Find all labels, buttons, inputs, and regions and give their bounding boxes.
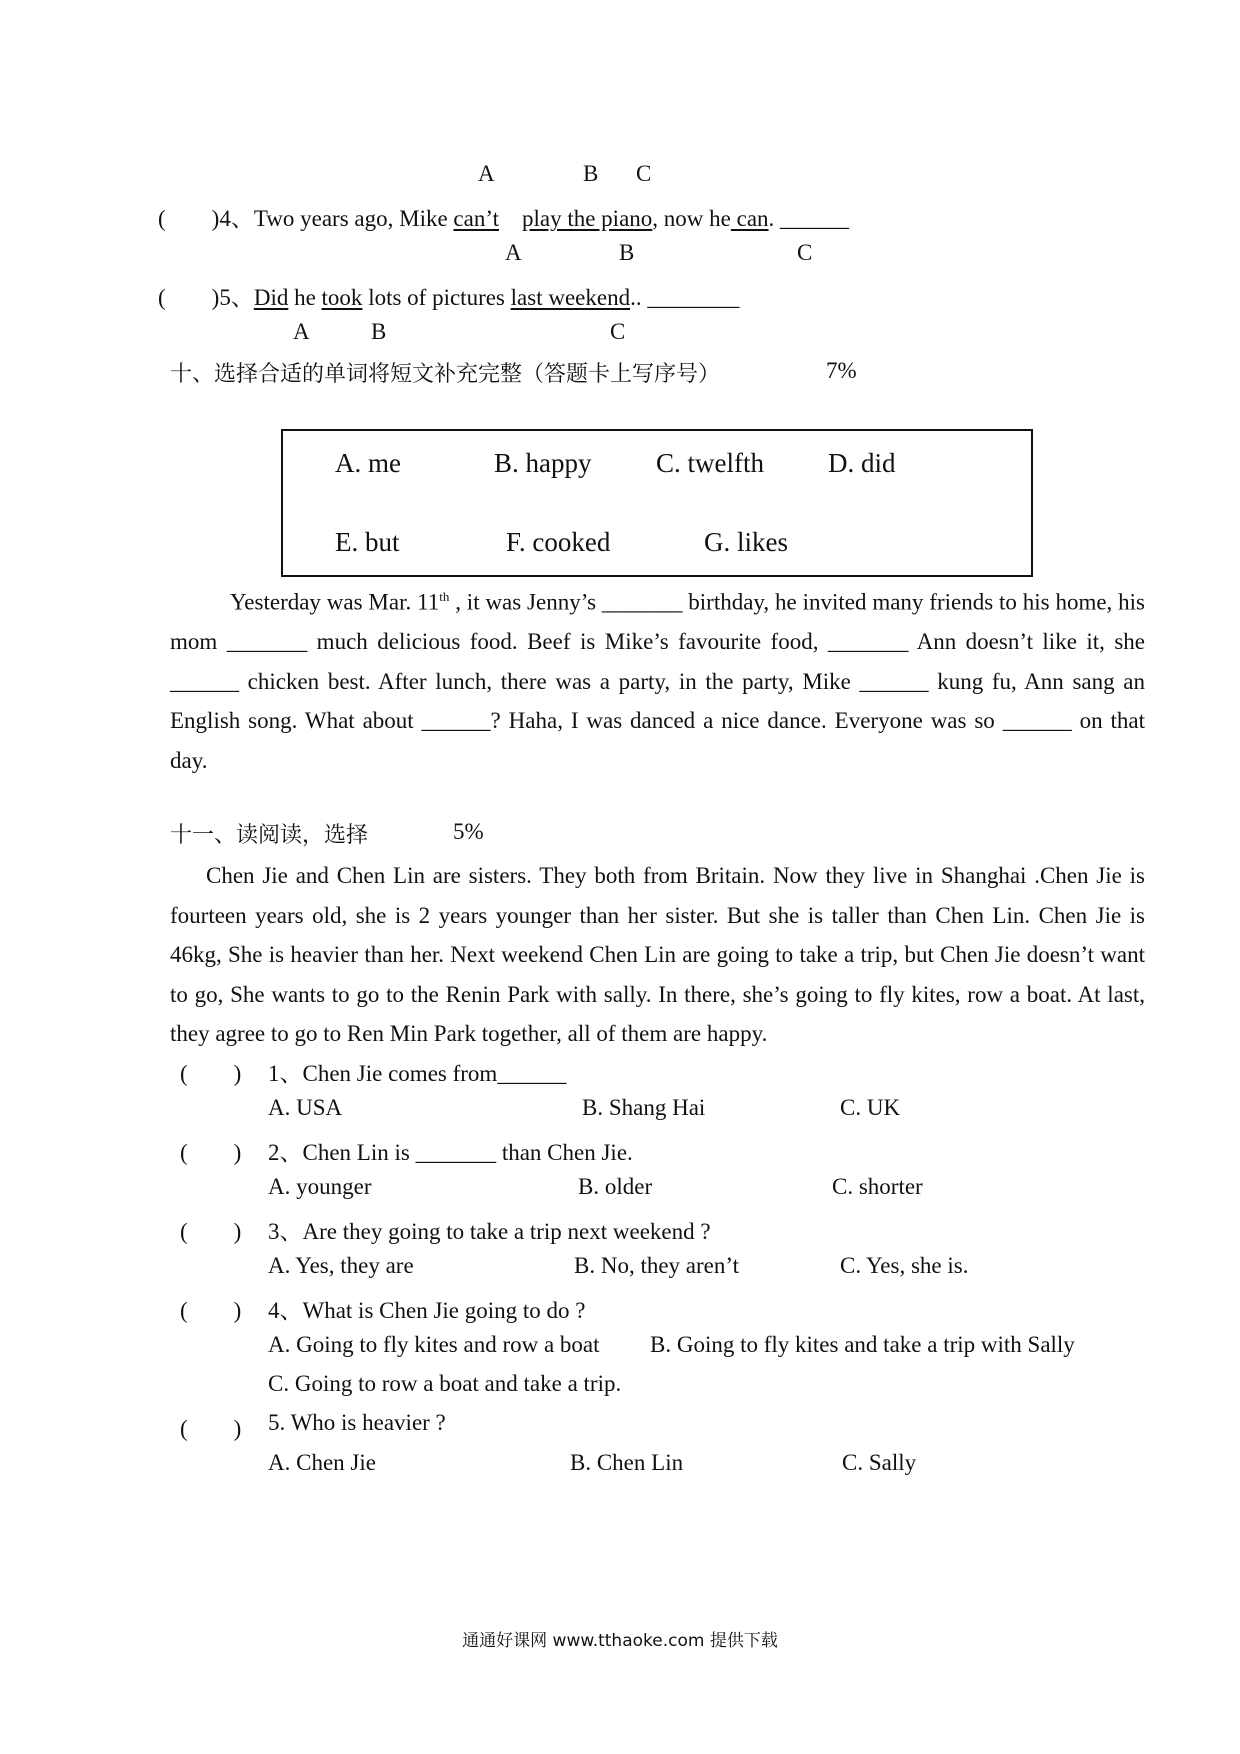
option-letter-b: B [583, 161, 599, 186]
question-text: 2、Chen Lin is _______ than Chen Jie. [268, 1140, 633, 1165]
answer-paren: ( ) [158, 285, 220, 310]
word-option: D. did [828, 448, 896, 478]
option-a: A. younger [268, 1174, 372, 1199]
option-letter-c: C [610, 319, 626, 344]
question-text: 3、Are they going to take a trip next weekend ? [268, 1219, 711, 1244]
word-option: B. happy [494, 448, 592, 478]
passage-text: Yesterday was Mar. 11 [230, 589, 440, 615]
underlined-c: last weekend [510, 285, 631, 310]
section-11-title: 十一、读阅读，选择 [170, 823, 369, 848]
question-text: 1、Chen Jie comes from______ [268, 1061, 567, 1086]
word-option: A. me [335, 448, 401, 478]
question-text: 5. Who is heavier ? [268, 1410, 446, 1435]
section-10-title: 十、选择合适的单词将短文补充完整（答题卡上写序号） [170, 362, 721, 387]
question-number: 4、 [219, 206, 254, 231]
answer-blank: .. ________ [630, 285, 740, 310]
option-letter-a: A [293, 319, 310, 344]
option-c: C. Sally [842, 1450, 917, 1475]
cloze-passage [170, 577, 1145, 780]
option-b: B. Going to fly kites and take a trip with Sally [650, 1332, 1075, 1357]
option-a: A. USA [268, 1095, 343, 1120]
underlined-b: took [321, 285, 363, 310]
option-a: A. Chen Jie [268, 1450, 376, 1475]
underlined-b: play the piano [521, 206, 653, 231]
option-letter-a: A [505, 240, 522, 265]
option-b: B. Chen Lin [570, 1450, 684, 1475]
underlined-a: can’t [453, 206, 499, 231]
question-4 [158, 200, 849, 233]
question-text: Two years ago, Mike [253, 206, 454, 231]
option-b: B. No, they aren’t [574, 1253, 740, 1278]
section-10-score: 7% [826, 358, 857, 383]
section-11-score: 5% [453, 819, 484, 844]
option-c: C. Yes, she is. [840, 1253, 969, 1278]
option-letter-c: C [797, 240, 813, 265]
question-text: 4、What is Chen Jie going to do ? [268, 1298, 586, 1323]
question-number: 5、 [219, 285, 254, 310]
answer-paren: ( ) [180, 1298, 242, 1323]
option-letter-a: A [478, 161, 495, 186]
word-bank-box [281, 429, 1033, 577]
option-c: C. shorter [832, 1174, 923, 1199]
option-letter-c: C [636, 161, 652, 186]
question-5 [158, 279, 739, 312]
answer-paren: ( ) [180, 1219, 242, 1244]
question-text: , now he [652, 206, 731, 231]
option-a: A. Going to fly kites and row a boat [268, 1332, 600, 1357]
option-letter-b: B [371, 319, 387, 344]
footer-source: 通通好课网 www.tthaoke.com 提供下载 [462, 1631, 778, 1651]
option-b: B. Shang Hai [582, 1095, 706, 1120]
question-text: he [288, 285, 322, 310]
answer-paren: ( ) [158, 206, 220, 231]
option-letter-b: B [619, 240, 635, 265]
option-c: C. Going to row a boat and take a trip. [268, 1371, 622, 1396]
answer-paren: ( ) [180, 1416, 242, 1441]
ordinal-suffix: th [439, 589, 450, 604]
underlined-a: Did [253, 285, 289, 310]
option-a: A. Yes, they are [268, 1253, 414, 1278]
option-b: B. older [578, 1174, 653, 1199]
passage-text: , it was Jenny’s _______ birthday, he invited many friends to his home, his mom _______ much delicious food. Beef is Mike’s favourite food, _______ Ann doesn’t like it, she ______ chicken best. After lunch, there was a party, in the party, Mike ______ kung fu, Ann sang an English song. What about ______? Haha, I was danced a nice dance. Everyone was so ______ on that day. [170, 589, 1145, 773]
word-option: C. twelfth [656, 448, 764, 478]
answer-paren: ( ) [180, 1140, 242, 1165]
answer-paren: ( ) [180, 1061, 242, 1086]
reading-passage: Chen Jie and Chen Lin are sisters. They both from Britain. Now they live in Shanghai .Chen Jie is fourteen years old, she is 2 years younger than her sister. But she is taller than Chen Lin. Chen Jie is 46kg, She is heavier than her. Next weekend Chen Lin are going to take a trip, but Chen Jie doesn’t want to go, She wants to go to the Renin Park with sally. In there, she’s going to fly kites, row a boat. At last, they agree to go to Ren Min Park together, all of them are happy. [170, 863, 1145, 1046]
answer-blank: . ______ [768, 206, 850, 231]
option-c: C. UK [840, 1095, 901, 1120]
word-option: F. cooked [506, 527, 611, 557]
underlined-c: can [730, 206, 769, 231]
word-option: E. but [335, 527, 400, 557]
word-option: G. likes [704, 527, 788, 557]
question-text: lots of pictures [362, 285, 511, 310]
